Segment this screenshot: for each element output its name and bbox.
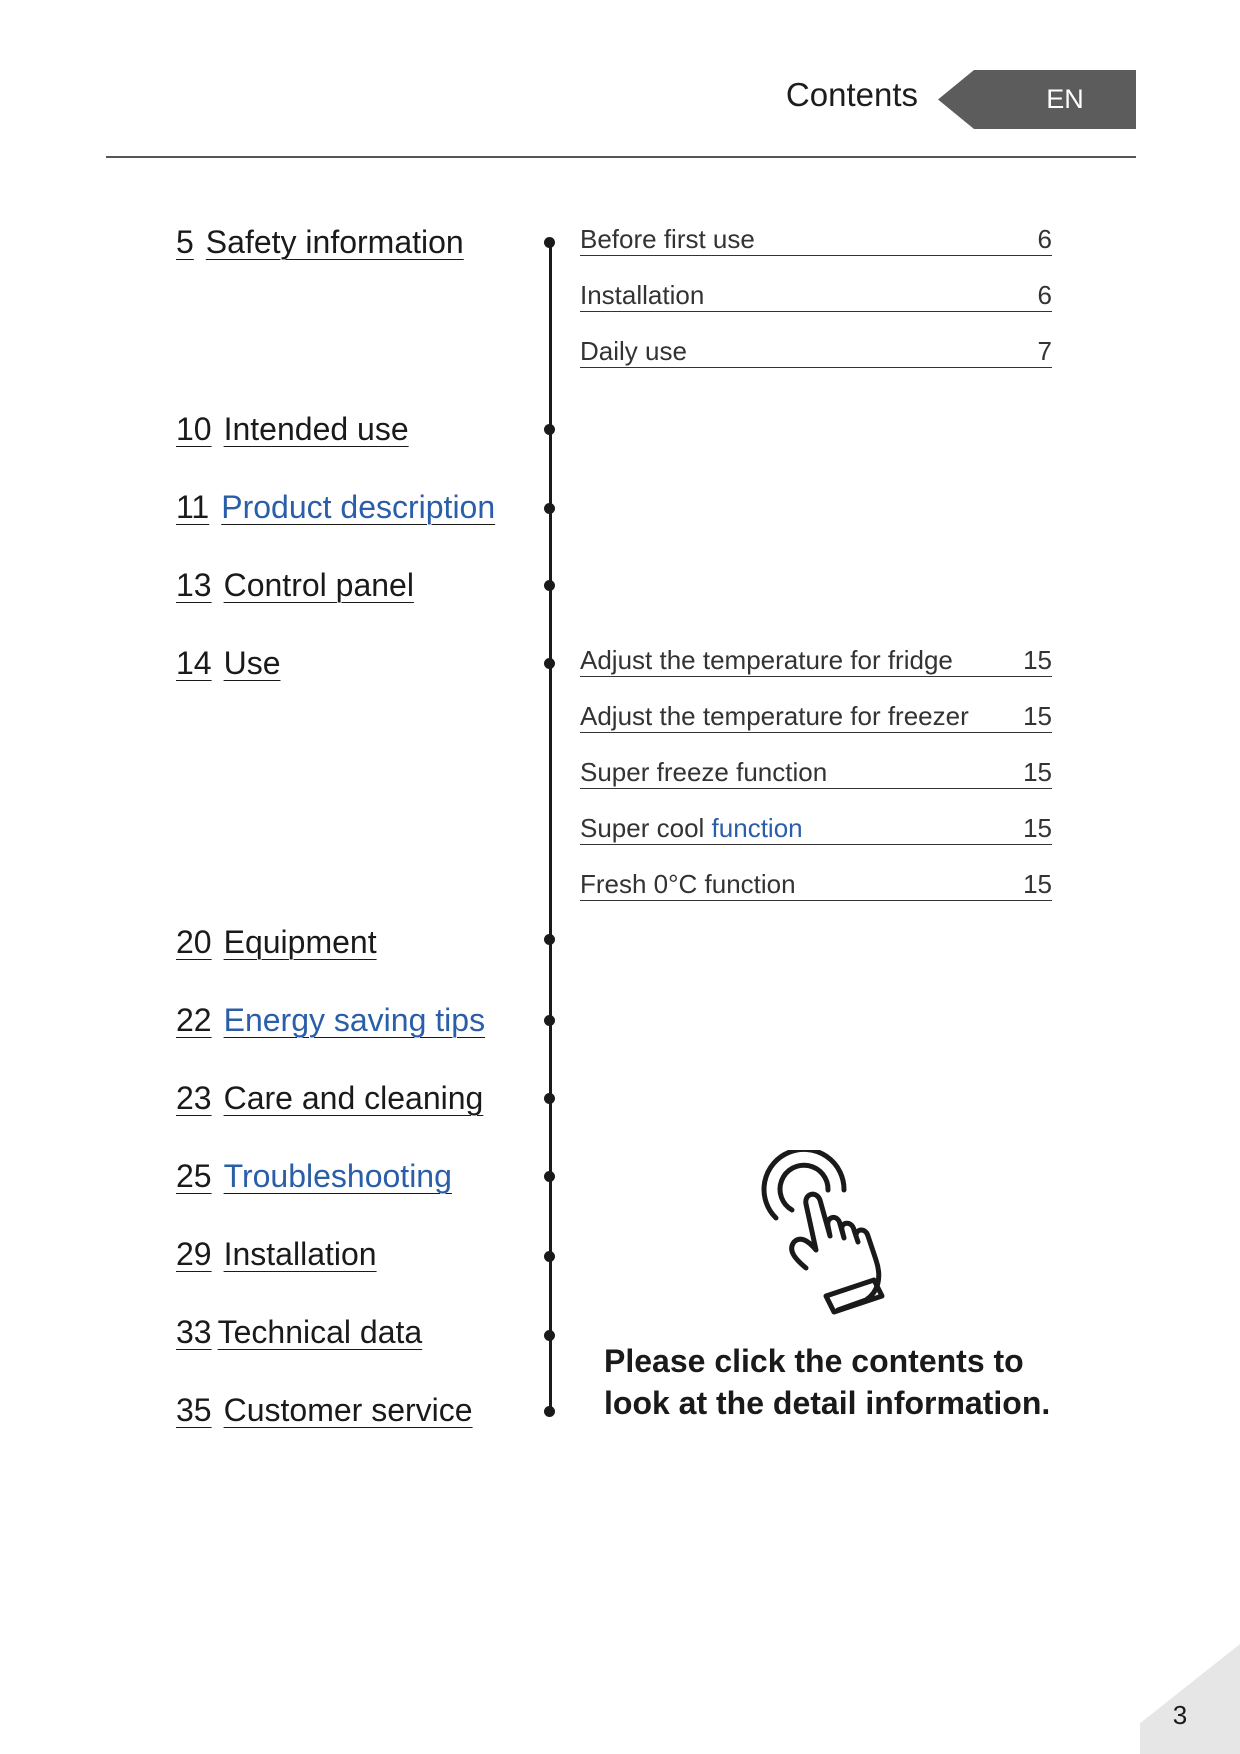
toc-page-number: 23	[176, 1080, 212, 1116]
timeline-dot	[544, 580, 555, 591]
toc-entry-customer-service[interactable]	[176, 1391, 473, 1429]
toc-page-number: 29	[176, 1236, 212, 1272]
toc-subentry-page: 7	[1037, 336, 1052, 366]
toc-page-number: 20	[176, 924, 212, 960]
toc-subentry-title: Daily use	[580, 336, 687, 366]
toc-page-number: 35	[176, 1392, 212, 1428]
toc-page-number: 22	[176, 1002, 212, 1038]
timeline-dot	[544, 424, 555, 435]
toc-subentry-page: 15	[1023, 645, 1052, 675]
toc-entry-troubleshooting[interactable]	[176, 1157, 452, 1195]
timeline-dot	[544, 1251, 555, 1262]
instruction-line: Please click the contents to	[604, 1343, 1024, 1379]
toc-title: Technical data	[217, 1314, 423, 1350]
toc-entry-technical-data[interactable]	[176, 1313, 422, 1351]
page-title: Contents	[785, 76, 918, 113]
toc-title: Energy saving tips	[223, 1002, 486, 1038]
toc-title: Product description	[221, 489, 496, 525]
timeline-dot	[544, 1093, 555, 1104]
toc-subentry-freezer-temperature[interactable]	[580, 701, 1052, 733]
timeline-dot	[544, 237, 555, 248]
toc-title: Equipment	[223, 924, 377, 960]
toc-subentry-title: Before first use	[580, 224, 755, 254]
toc-page-number: 10	[176, 411, 212, 447]
toc-subentry-title-part: Super cool	[580, 813, 705, 843]
timeline-dot	[544, 1406, 555, 1417]
toc-subentry-title: Fresh 0°C function	[580, 869, 796, 899]
toc-subentry-before-first-use[interactable]	[580, 224, 1052, 256]
toc-page-number: 11	[176, 489, 210, 525]
toc-subentry-page: 15	[1023, 757, 1052, 787]
toc-title: Installation	[223, 1236, 377, 1272]
toc-title: Safety information	[205, 224, 464, 260]
toc-subentry-title-part: function	[711, 813, 803, 843]
timeline-dot	[544, 1330, 555, 1341]
toc-page-number: 13	[176, 567, 212, 603]
toc-subentry-daily-use[interactable]	[580, 336, 1052, 368]
toc-entry-use[interactable]	[176, 644, 281, 682]
toc-subentry-fresh-zero[interactable]	[580, 869, 1052, 901]
language-label: EN	[1046, 84, 1084, 114]
hand-tap-icon	[754, 1150, 914, 1320]
toc-title: Intended use	[223, 411, 409, 447]
toc-title: Control panel	[223, 567, 414, 603]
timeline-line	[549, 240, 552, 1412]
toc-subentry-title: Super freeze function	[580, 757, 828, 787]
toc-subentry-super-freeze[interactable]	[580, 757, 1052, 789]
toc-page-number: 33	[176, 1314, 212, 1350]
toc-entry-energy-saving-tips[interactable]	[176, 1001, 485, 1039]
toc-subentry-fridge-temperature[interactable]	[580, 645, 1052, 677]
instruction-line: look at the detail information.	[604, 1385, 1051, 1421]
toc-entry-intended-use[interactable]	[176, 410, 409, 448]
timeline-dot	[544, 934, 555, 945]
toc-title: Customer service	[223, 1392, 473, 1428]
instruction-text	[604, 1340, 1104, 1424]
timeline-dot	[544, 658, 555, 669]
toc-subentry-title	[580, 813, 803, 843]
toc-title: Use	[223, 645, 281, 681]
toc-subentry-page: 15	[1023, 869, 1052, 899]
toc-entry-control-panel[interactable]	[176, 566, 414, 604]
toc-page-number: 14	[176, 645, 212, 681]
toc-subentry-title: Adjust the temperature for fridge	[580, 645, 953, 675]
timeline-dot	[544, 503, 555, 514]
toc-page-number: 25	[176, 1158, 212, 1194]
toc-subentry-installation[interactable]	[580, 280, 1052, 312]
page-number: 3	[1172, 1700, 1188, 1730]
toc-entry-installation[interactable]	[176, 1235, 377, 1273]
page-corner	[1140, 1644, 1240, 1754]
toc-title: Troubleshooting	[223, 1158, 452, 1194]
timeline-dot	[544, 1015, 555, 1026]
toc-subentry-page: 6	[1037, 224, 1052, 254]
toc-subentry-title: Installation	[580, 280, 705, 310]
toc-subentry-super-cool[interactable]	[580, 813, 1052, 845]
toc-subentry-title: Adjust the temperature for freezer	[580, 701, 969, 731]
timeline-dot	[544, 1171, 555, 1182]
toc-page-number: 5	[176, 224, 194, 260]
toc-entry-safety-information[interactable]	[176, 223, 464, 261]
toc-subentry-page: 6	[1037, 280, 1052, 310]
toc-subentry-page: 15	[1023, 813, 1052, 843]
toc-entry-product-description[interactable]	[176, 488, 495, 526]
toc-subentry-page: 15	[1023, 701, 1052, 731]
header-divider	[106, 156, 1136, 158]
toc-title: Care and cleaning	[223, 1080, 484, 1116]
toc-entry-equipment[interactable]	[176, 923, 377, 961]
toc-entry-care-and-cleaning[interactable]	[176, 1079, 483, 1117]
